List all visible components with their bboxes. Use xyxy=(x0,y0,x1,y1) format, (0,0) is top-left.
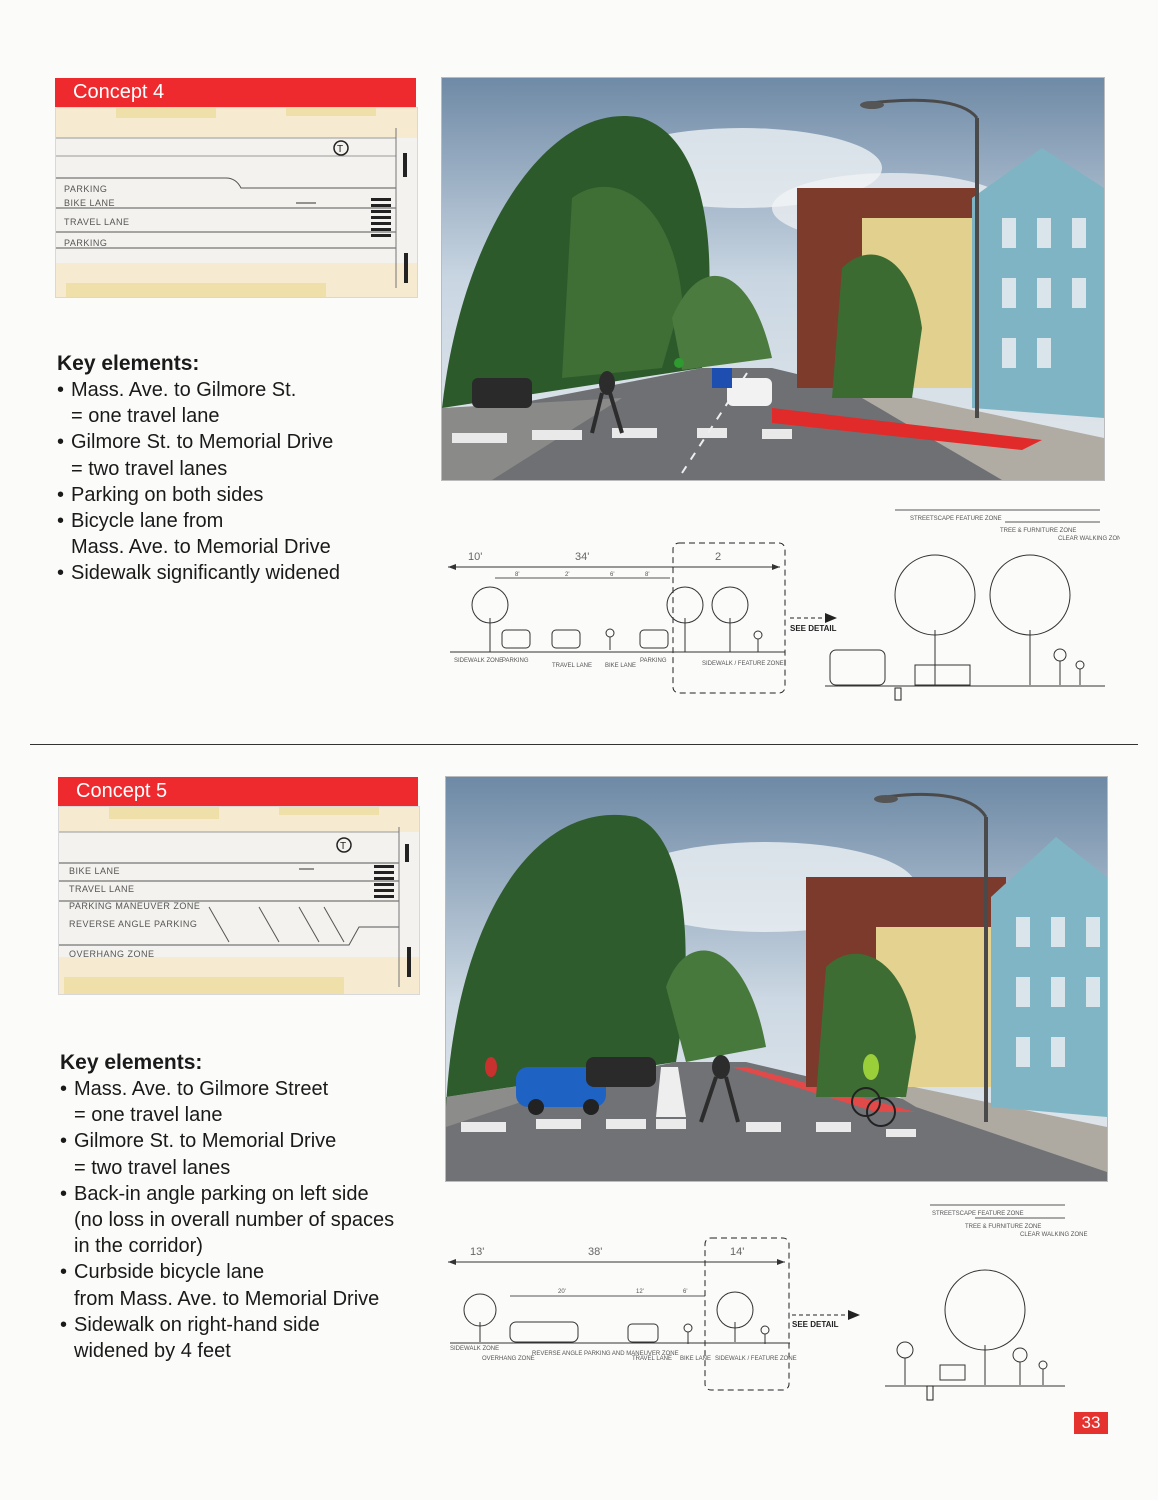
list-item: • Mass. Ave. to Gilmore Street = one travel lane xyxy=(60,1076,420,1128)
c5-dim-sidewalk: 13' xyxy=(470,1246,485,1258)
list-item: • Sidewalk on right-hand side widened by 4 feet xyxy=(60,1312,420,1364)
c5-map-label-reverse-angle-parking: REVERSE ANGLE PARKING xyxy=(69,919,198,929)
concept-5-key-list xyxy=(60,1076,420,1364)
list-item: • Back-in angle parking on left side (no loss in overall number of spaces in the corridor) xyxy=(60,1181,420,1260)
c5-dim-feature-zone: 14' xyxy=(730,1246,745,1258)
c4-detail-walking-zone: CLEAR WALKING ZONE xyxy=(1058,536,1120,542)
c4-map-label-travel-lane: TRAVEL LANE xyxy=(64,217,130,227)
c4-subdim-1: 8' xyxy=(515,572,520,578)
concept-4-key-list xyxy=(57,377,417,587)
c4-map-label-parking-bottom: PARKING xyxy=(64,238,108,248)
concept-4-banner xyxy=(55,78,416,107)
c4-subdim-2: 2' xyxy=(565,572,570,578)
c5-zone-overhang: OVERHANG ZONE xyxy=(482,1356,535,1362)
c5-zone-bike-lane: BIKE LANE xyxy=(680,1356,712,1362)
c4-subdim-3: 6' xyxy=(610,572,615,578)
c5-map-label-travel-lane: TRAVEL LANE xyxy=(69,884,135,894)
concept-5-plan-map xyxy=(58,806,420,995)
c5-map-label-maneuver-zone: PARKING MANEUVER ZONE xyxy=(69,901,201,911)
c5-detail-tree-zone: TREE & FURNITURE ZONE xyxy=(965,1224,1042,1230)
c5-subdim-3: 6' xyxy=(683,1289,688,1295)
c5-map-label-bike-lane: BIKE LANE xyxy=(69,866,121,876)
concept-5-banner xyxy=(58,777,418,806)
c4-zone-sidewalk: SIDEWALK ZONE xyxy=(454,658,504,664)
c4-map-label-parking-top: PARKING xyxy=(64,184,108,194)
c5-zone-angle-parking: REVERSE ANGLE PARKING AND MANEUVER ZONE xyxy=(532,1351,679,1357)
concept-5-cross-section xyxy=(440,1200,1120,1410)
c4-zone-bike-lane: BIKE LANE xyxy=(605,663,637,669)
c4-dim-roadway: 34' xyxy=(575,551,590,563)
list-item: • Gilmore St. to Memorial Drive = two travel lanes xyxy=(57,429,417,481)
list-item: • Bicycle lane from Mass. Ave. to Memorial Drive xyxy=(57,508,417,560)
section-divider xyxy=(30,744,1138,745)
c4-detail-feature-zone: STREETSCAPE FEATURE ZONE xyxy=(910,516,1002,522)
list-item: • Mass. Ave. to Gilmore St. = one travel lane xyxy=(57,377,417,429)
list-item: • Sidewalk significantly widened xyxy=(57,560,417,586)
c4-zone-sidewalk-feature: SIDEWALK / FEATURE ZONE xyxy=(702,661,784,667)
concept-5-key-title: Key elements: xyxy=(60,1051,203,1074)
concept-5-street-rendering xyxy=(445,776,1108,1182)
list-item: • Curbside bicycle lane from Mass. Ave. to Memorial Drive xyxy=(60,1259,420,1311)
concept-5-title: Concept 5 xyxy=(76,780,168,802)
page-number: 33 xyxy=(1074,1412,1108,1434)
c4-zone-parking-right: PARKING xyxy=(640,658,667,664)
c4-subdim-4: 8' xyxy=(645,572,650,578)
c4-see-detail: SEE DETAIL xyxy=(790,624,837,633)
c4-detail-tree-zone: TREE & FURNITURE ZONE xyxy=(1000,528,1077,534)
svg-text:T: T xyxy=(337,144,344,155)
c4-dim-sidewalk: 10' xyxy=(468,551,483,563)
c5-detail-feature-zone: STREETSCAPE FEATURE ZONE xyxy=(932,1211,1024,1217)
c5-dim-roadway: 38' xyxy=(588,1246,603,1258)
concept-4-cross-section xyxy=(440,500,1120,710)
c4-zone-travel-lane: TRAVEL LANE xyxy=(552,663,593,669)
list-item: • Gilmore St. to Memorial Drive = two travel lanes xyxy=(60,1128,420,1180)
concept-4-key-title: Key elements: xyxy=(57,352,200,375)
c5-zone-travel-lane: TRAVEL LANE xyxy=(632,1356,673,1362)
c5-map-label-overhang-zone: OVERHANG ZONE xyxy=(69,949,155,959)
c5-subdim-1: 20' xyxy=(558,1289,566,1295)
c5-detail-walking-zone: CLEAR WALKING ZONE xyxy=(1020,1232,1088,1238)
concept-4-street-rendering xyxy=(441,77,1105,481)
c5-zone-sidewalk-feature: SIDEWALK / FEATURE ZONE xyxy=(715,1356,797,1362)
c5-see-detail: SEE DETAIL xyxy=(792,1320,839,1329)
c4-dim-feature-zone: 2 xyxy=(715,551,722,563)
c4-zone-parking-left: PARKING xyxy=(502,658,529,664)
concept-4-title: Concept 4 xyxy=(73,81,165,103)
c5-subdim-2: 12' xyxy=(636,1289,644,1295)
c5-zone-sidewalk: SIDEWALK ZONE xyxy=(450,1346,500,1352)
svg-text:T: T xyxy=(340,841,347,852)
list-item: • Parking on both sides xyxy=(57,482,417,508)
c4-map-label-bike-lane: BIKE LANE xyxy=(64,198,116,208)
concept-4-plan-map xyxy=(55,107,418,298)
